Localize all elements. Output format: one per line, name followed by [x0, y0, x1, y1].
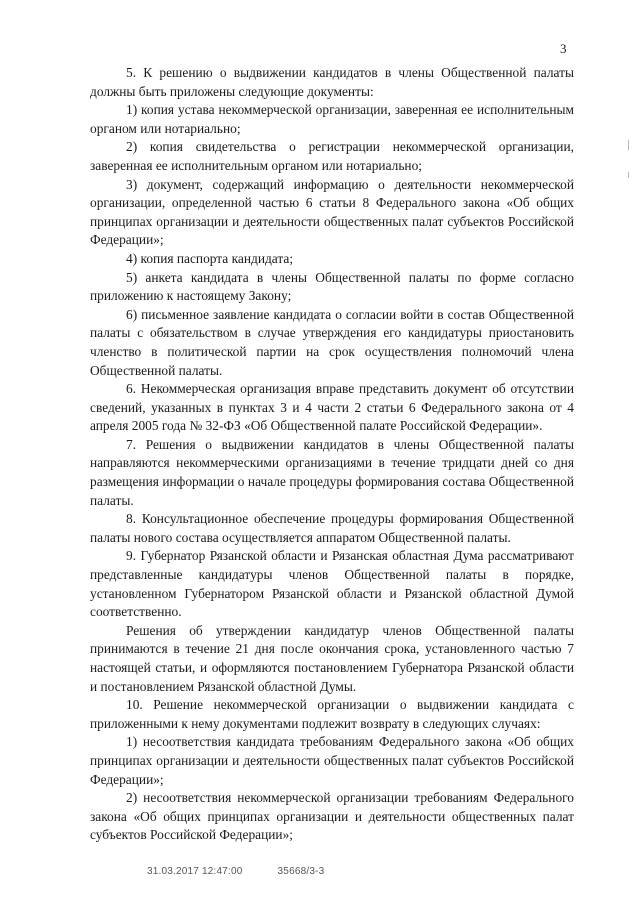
footer-document-id: 35668/3-3 — [277, 866, 325, 877]
paragraph-9: 9. Губернатор Рязанской области и Рязанская областная Дума рассматривают представленные кандидатуры членов Общественной палаты в порядке, установленном Губернатором Рязанской области и Рязанской областной Думой соответственно. — [90, 548, 574, 620]
list-item-organization-mismatch: 2) несоответствия некоммерческой организации требованиям Федерального закона «Об общих принципах организации и деятельности общественных палат субъектов Российской Федерации»; — [90, 790, 574, 843]
scan-edge-mark — [628, 172, 629, 178]
paragraph-6: 6. Некоммерческая организация вправе представить документ об отсутствии сведений, указанных в пунктах 3 и 4 части 2 статьи 6 Федерального закона от 4 апреля 2005 года № 32-ФЗ «Об Общественной палате Российской Федерации». — [90, 381, 574, 434]
list-item-written-consent: 6) письменное заявление кандидата о согласии войти в состав Общественной палаты с обязательством в случае утверждения его кандидатуры приостановить членство в политической партии на срок осуществления полномочий члена Общественной палаты. — [90, 306, 574, 378]
list-item-candidate-mismatch: 1) несоответствия кандидата требованиям Федерального закона «Об общих принципах организации и деятельности общественных палат субъектов Российской Федерации»; — [90, 734, 574, 787]
list-item-activity-document: 3) документ, содержащий информацию о деятельности некоммерческой организации, определенной частью 6 статьи 8 Федерального закона «Об общих принципах организации и деятельности общественных палат субъектов Российской Федерации»; — [90, 176, 574, 248]
footer-timestamp: 31.03.2017 12:47:00 — [147, 866, 243, 877]
list-item-charter-copy: 1) копия устава некоммерческой организации, заверенная ее исполнительным органом или нотариально; — [90, 102, 574, 136]
list-item-passport-copy: 4) копия паспорта кандидата; — [126, 250, 294, 266]
paragraph-10: 10. Решение некоммерческой организации о выдвижении кандидата с приложенными к нему документами подлежит возврату в следующих случаях: — [90, 697, 574, 731]
list-item-questionnaire: 5) анкета кандидата в члены Общественной палаты по форме согласно приложению к настоящему Закону; — [90, 269, 574, 304]
document-body — [90, 64, 574, 845]
page-number: 3 — [560, 41, 567, 56]
paragraph-8: 8. Консультационное обеспечение процедуры формирования Общественной палаты нового состава осуществляется аппаратом Общественной палаты. — [90, 511, 574, 545]
paragraph-7: 7. Решения о выдвижении кандидатов в члены Общественной палаты направляются некоммерческими организациями в течение тридцати дней со дня размещения информации о начале процедуры формирования состава Общественной палаты. — [90, 436, 574, 508]
paragraph-9-decisions: Решения об утверждении кандидатур членов Общественной палаты принимаются в течение 21 дня после окончания срока, установленного частью 7 настоящей статьи, и оформляются постановлением Губернатора Рязанской области и постановлением Рязанской областной Думы. — [90, 622, 574, 694]
page-footer — [147, 866, 324, 877]
paragraph-5: 5. К решению о выдвижении кандидатов в члены Общественной палаты должны быть приложены следующие документы: — [90, 65, 574, 99]
scan-edge-mark — [628, 140, 629, 150]
list-item-registration-copy: 2) копия свидетельства о регистрации некоммерческой организации, заверенная ее исполнительным органом или нотариально; — [90, 139, 574, 173]
